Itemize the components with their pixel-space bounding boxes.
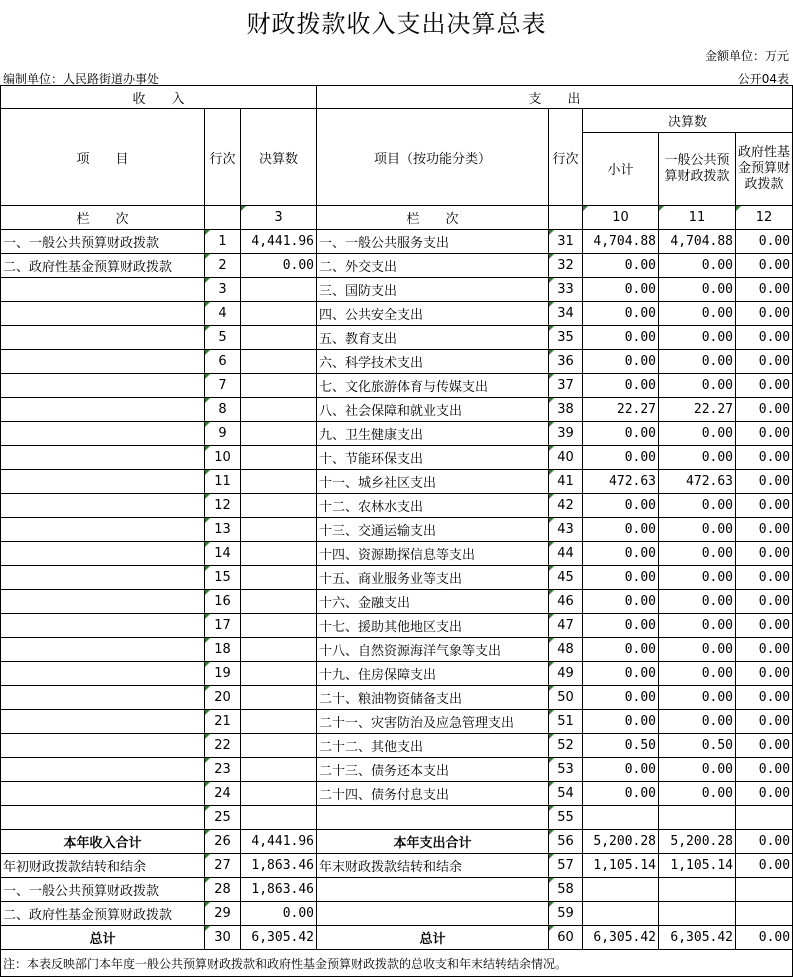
- total-row: [1, 902, 793, 926]
- income-item: [1, 374, 205, 398]
- expense-subtotal: 0.00: [583, 494, 659, 518]
- expense-item: [317, 878, 549, 902]
- expense-gov-fund: 0.00: [736, 518, 793, 542]
- expense-gov-fund: 0.00: [736, 758, 793, 782]
- expense-general-budget: 0.00: [659, 638, 736, 662]
- column-label: 栏 次: [317, 206, 549, 230]
- income-item: [1, 470, 205, 494]
- table-row: [1, 590, 793, 614]
- blank-cell: [205, 206, 241, 230]
- income-amount: [241, 614, 317, 638]
- table-row: [1, 710, 793, 734]
- income-amount: [241, 398, 317, 422]
- expense-gov-fund: [736, 902, 793, 926]
- income-amount: [241, 710, 317, 734]
- income-item: [1, 494, 205, 518]
- expense-gov-fund: 0.00: [736, 422, 793, 446]
- income-amount: [241, 326, 317, 350]
- expense-subtotal: 472.63: [583, 470, 659, 494]
- income-row-no: 3: [205, 278, 241, 302]
- income-item: [1, 422, 205, 446]
- expense-general-budget: 0.00: [659, 422, 736, 446]
- income-amount-header: 决算数: [241, 109, 317, 206]
- expense-row-no: 47: [549, 614, 583, 638]
- column-number: 3: [241, 206, 317, 230]
- income-row-no: 12: [205, 494, 241, 518]
- expense-subtotal: 0.00: [583, 326, 659, 350]
- table-row: [1, 350, 793, 374]
- expense-subtotal: 22.27: [583, 398, 659, 422]
- expense-general-budget: 5,200.28: [659, 830, 736, 854]
- table-row: [1, 398, 793, 422]
- expense-general-budget: 6,305.42: [659, 926, 736, 950]
- income-row-no: 1: [205, 230, 241, 254]
- expense-gov-fund: 0.00: [736, 566, 793, 590]
- expense-gov-fund: 0.00: [736, 326, 793, 350]
- final-group-header: 决算数: [583, 109, 793, 133]
- income-row-no: 24: [205, 782, 241, 806]
- income-amount: [241, 662, 317, 686]
- amount-unit: 金额单位：万元: [704, 49, 789, 63]
- general-budget-header: 一般公共预算财政拨款: [659, 132, 736, 205]
- income-item: [1, 638, 205, 662]
- income-item: [1, 734, 205, 758]
- income-amount: [241, 734, 317, 758]
- expense-gov-fund: 0.00: [736, 638, 793, 662]
- table-row: [1, 278, 793, 302]
- income-row-no: 17: [205, 614, 241, 638]
- income-item: [1, 782, 205, 806]
- expense-item: 十二、农林水支出: [317, 494, 549, 518]
- expense-row-no: 40: [549, 446, 583, 470]
- expense-item: 十、节能环保支出: [317, 446, 549, 470]
- income-item: [1, 302, 205, 326]
- expense-subtotal: 4,704.88: [583, 230, 659, 254]
- expense-row-no: 34: [549, 302, 583, 326]
- table-row: [1, 638, 793, 662]
- income-amount: 4,441.96: [241, 830, 317, 854]
- expense-item: 十九、住房保障支出: [317, 662, 549, 686]
- expense-row-no: 58: [549, 878, 583, 902]
- expense-row-no: 56: [549, 830, 583, 854]
- expense-item: 六、科学技术支出: [317, 350, 549, 374]
- income-amount: [241, 422, 317, 446]
- expense-subtotal: 1,105.14: [583, 854, 659, 878]
- income-item: [1, 758, 205, 782]
- expense-row-no: 48: [549, 638, 583, 662]
- expense-row-no: 35: [549, 326, 583, 350]
- expense-row-no: 45: [549, 566, 583, 590]
- expense-gov-fund: 0.00: [736, 398, 793, 422]
- note-row: [1, 950, 793, 977]
- expense-general-budget: [659, 902, 736, 926]
- expense-subtotal: [583, 806, 659, 830]
- income-row-no: 11: [205, 470, 241, 494]
- expense-general-budget: 1,105.14: [659, 854, 736, 878]
- income-item: [1, 566, 205, 590]
- expense-subtotal: 0.00: [583, 782, 659, 806]
- income-item: 年初财政拨款结转和结余: [1, 854, 205, 878]
- expense-item: 本年支出合计: [317, 830, 549, 854]
- income-amount: 1,863.46: [241, 854, 317, 878]
- income-amount: 4,441.96: [241, 230, 317, 254]
- table-row: [1, 782, 793, 806]
- expense-gov-fund: 0.00: [736, 446, 793, 470]
- expense-row-no: 54: [549, 782, 583, 806]
- expense-row-no: 42: [549, 494, 583, 518]
- expense-gov-fund: 0.00: [736, 542, 793, 566]
- income-row-no: 20: [205, 686, 241, 710]
- expense-row-no: 57: [549, 854, 583, 878]
- income-row-no: 19: [205, 662, 241, 686]
- income-amount: 0.00: [241, 254, 317, 278]
- table-row: [1, 806, 793, 830]
- expense-gov-fund: 0.00: [736, 374, 793, 398]
- income-row-no: 9: [205, 422, 241, 446]
- table-row: [1, 686, 793, 710]
- expense-general-budget: 22.27: [659, 398, 736, 422]
- table-row: [1, 374, 793, 398]
- table-row: [1, 254, 793, 278]
- expense-item: 十三、交通运输支出: [317, 518, 549, 542]
- expense-gov-fund: 0.00: [736, 854, 793, 878]
- expense-gov-fund: 0.00: [736, 926, 793, 950]
- table-row: [1, 734, 793, 758]
- income-rowno-header: 行次: [205, 109, 241, 206]
- expense-subtotal: 0.00: [583, 590, 659, 614]
- expense-general-budget: 0.00: [659, 350, 736, 374]
- expense-subtotal: [583, 902, 659, 926]
- expense-item: 七、文化旅游体育与传媒支出: [317, 374, 549, 398]
- income-row-no: 16: [205, 590, 241, 614]
- income-amount: [241, 638, 317, 662]
- expense-subtotal: 6,305.42: [583, 926, 659, 950]
- total-row: [1, 854, 793, 878]
- income-amount: [241, 350, 317, 374]
- expense-gov-fund: 0.00: [736, 614, 793, 638]
- expense-general-budget: 0.00: [659, 494, 736, 518]
- expense-gov-fund: 0.00: [736, 782, 793, 806]
- gov-fund-header: 政府性基金预算财政拨款: [736, 132, 793, 205]
- table-row: [1, 422, 793, 446]
- income-row-no: 5: [205, 326, 241, 350]
- expense-row-no: 52: [549, 734, 583, 758]
- expense-subtotal: [583, 878, 659, 902]
- expense-subtotal: 0.00: [583, 278, 659, 302]
- expense-general-budget: 0.00: [659, 590, 736, 614]
- expense-general-budget: 0.00: [659, 710, 736, 734]
- expense-general-budget: 472.63: [659, 470, 736, 494]
- income-amount: [241, 758, 317, 782]
- income-row-no: 2: [205, 254, 241, 278]
- income-row-no: 18: [205, 638, 241, 662]
- expense-row-no: 33: [549, 278, 583, 302]
- table-code: 公开04表: [737, 72, 789, 86]
- income-row-no: 28: [205, 878, 241, 902]
- table-note: 注：本表反映部门本年度一般公共预算财政拨款和政府性基金预算财政拨款的总收支和年末结转结余情况。: [1, 950, 793, 977]
- table-row: [1, 494, 793, 518]
- income-item: [1, 686, 205, 710]
- income-row-no: 25: [205, 806, 241, 830]
- expense-gov-fund: 0.00: [736, 590, 793, 614]
- expense-item-header: 项目（按功能分类）: [317, 109, 549, 206]
- expense-general-budget: 0.00: [659, 614, 736, 638]
- income-item: [1, 446, 205, 470]
- expense-row-no: 38: [549, 398, 583, 422]
- table-row: [1, 758, 793, 782]
- expense-subtotal: 0.00: [583, 710, 659, 734]
- income-item: [1, 710, 205, 734]
- income-amount: [241, 566, 317, 590]
- income-item: [1, 278, 205, 302]
- table-row: [1, 518, 793, 542]
- income-row-no: 22: [205, 734, 241, 758]
- table-row: [1, 470, 793, 494]
- income-item: [1, 518, 205, 542]
- expense-gov-fund: 0.00: [736, 230, 793, 254]
- income-amount: [241, 494, 317, 518]
- expense-general-budget: 0.00: [659, 374, 736, 398]
- table-row: [1, 326, 793, 350]
- income-item: [1, 398, 205, 422]
- expense-subtotal: 0.00: [583, 302, 659, 326]
- expense-row-no: 50: [549, 686, 583, 710]
- income-item: 一、一般公共预算财政拨款: [1, 878, 205, 902]
- expense-item: 十六、金融支出: [317, 590, 549, 614]
- expense-gov-fund: 0.00: [736, 278, 793, 302]
- expense-item: 二十三、债务还本支出: [317, 758, 549, 782]
- expense-subtotal: 0.00: [583, 374, 659, 398]
- expense-subtotal: 0.00: [583, 254, 659, 278]
- income-amount: 6,305.42: [241, 926, 317, 950]
- expense-general-budget: 0.00: [659, 326, 736, 350]
- total-row: [1, 878, 793, 902]
- compiling-unit: 编制单位：人民路街道办事处: [3, 72, 160, 86]
- income-amount: [241, 518, 317, 542]
- income-item: 二、政府性基金预算财政拨款: [1, 254, 205, 278]
- income-amount: [241, 302, 317, 326]
- expense-subtotal: 5,200.28: [583, 830, 659, 854]
- expense-gov-fund: 0.00: [736, 350, 793, 374]
- income-row-no: 14: [205, 542, 241, 566]
- expense-row-no: 39: [549, 422, 583, 446]
- expense-subtotal: 0.50: [583, 734, 659, 758]
- total-row: [1, 830, 793, 854]
- expense-gov-fund: [736, 878, 793, 902]
- expense-row-no: 46: [549, 590, 583, 614]
- expense-general-budget: 0.00: [659, 782, 736, 806]
- expense-item: 一、一般公共服务支出: [317, 230, 549, 254]
- column-number: 12: [736, 206, 793, 230]
- income-row-no: 13: [205, 518, 241, 542]
- expense-subtotal: 0.00: [583, 518, 659, 542]
- expense-header: 支 出: [317, 86, 793, 109]
- expense-gov-fund: 0.00: [736, 494, 793, 518]
- expense-general-budget: 0.00: [659, 278, 736, 302]
- expense-item: 年末财政拨款结转和结余: [317, 854, 549, 878]
- income-item: [1, 590, 205, 614]
- income-amount: [241, 686, 317, 710]
- expense-row-no: 59: [549, 902, 583, 926]
- income-amount: [241, 278, 317, 302]
- expense-general-budget: [659, 878, 736, 902]
- income-amount: [241, 446, 317, 470]
- expense-subtotal: 0.00: [583, 446, 659, 470]
- expense-item: 二十二、其他支出: [317, 734, 549, 758]
- column-number: 11: [659, 206, 736, 230]
- expense-item: [317, 902, 549, 926]
- expense-subtotal: 0.00: [583, 422, 659, 446]
- expense-gov-fund: 0.00: [736, 254, 793, 278]
- income-row-no: 10: [205, 446, 241, 470]
- expense-row-no: 43: [549, 518, 583, 542]
- income-item: 本年收入合计: [1, 830, 205, 854]
- income-item: [1, 326, 205, 350]
- income-item: 总计: [1, 926, 205, 950]
- income-item: 二、政府性基金预算财政拨款: [1, 902, 205, 926]
- income-row-no: 4: [205, 302, 241, 326]
- column-label: 栏 次: [1, 206, 205, 230]
- expense-gov-fund: 0.00: [736, 662, 793, 686]
- income-row-no: 6: [205, 350, 241, 374]
- expense-subtotal: 0.00: [583, 686, 659, 710]
- expense-item: 十五、商业服务业等支出: [317, 566, 549, 590]
- expense-general-budget: 0.00: [659, 758, 736, 782]
- expense-general-budget: 0.00: [659, 302, 736, 326]
- income-item: 一、一般公共预算财政拨款: [1, 230, 205, 254]
- expense-row-no: 41: [549, 470, 583, 494]
- expense-item: 五、教育支出: [317, 326, 549, 350]
- income-item-header: 项 目: [1, 109, 205, 206]
- expense-row-no: 31: [549, 230, 583, 254]
- expense-subtotal: 0.00: [583, 350, 659, 374]
- income-amount: [241, 470, 317, 494]
- expense-subtotal: 0.00: [583, 566, 659, 590]
- income-row-no: 15: [205, 566, 241, 590]
- income-item: [1, 614, 205, 638]
- expense-row-no: 32: [549, 254, 583, 278]
- income-row-no: 29: [205, 902, 241, 926]
- total-row: [1, 926, 793, 950]
- expense-subtotal: 0.00: [583, 758, 659, 782]
- expense-subtotal: 0.00: [583, 662, 659, 686]
- income-row-no: 7: [205, 374, 241, 398]
- expense-gov-fund: [736, 806, 793, 830]
- expense-item: 二、外交支出: [317, 254, 549, 278]
- expense-item: 二十一、灾害防治及应急管理支出: [317, 710, 549, 734]
- expense-row-no: 36: [549, 350, 583, 374]
- expense-item: 十一、城乡社区支出: [317, 470, 549, 494]
- table-row: [1, 230, 793, 254]
- expense-subtotal: 0.00: [583, 542, 659, 566]
- expense-item: 十七、援助其他地区支出: [317, 614, 549, 638]
- income-amount: [241, 782, 317, 806]
- expense-item: 九、卫生健康支出: [317, 422, 549, 446]
- table-row: [1, 662, 793, 686]
- report-title: 财政拨款收入支出决算总表: [246, 10, 547, 38]
- expense-general-budget: 0.00: [659, 566, 736, 590]
- expense-subtotal: 0.00: [583, 638, 659, 662]
- expense-general-budget: 0.50: [659, 734, 736, 758]
- expense-row-no: 51: [549, 710, 583, 734]
- expense-general-budget: 0.00: [659, 518, 736, 542]
- expense-item: 总计: [317, 926, 549, 950]
- expense-gov-fund: 0.00: [736, 302, 793, 326]
- expense-item: 十八、自然资源海洋气象等支出: [317, 638, 549, 662]
- expense-gov-fund: 0.00: [736, 710, 793, 734]
- expense-row-no: 55: [549, 806, 583, 830]
- expense-general-budget: 4,704.88: [659, 230, 736, 254]
- expense-general-budget: 0.00: [659, 686, 736, 710]
- expense-rowno-header: 行次: [549, 109, 583, 206]
- expense-row-no: 44: [549, 542, 583, 566]
- expense-gov-fund: 0.00: [736, 686, 793, 710]
- expense-general-budget: 0.00: [659, 254, 736, 278]
- income-row-no: 21: [205, 710, 241, 734]
- income-amount: [241, 590, 317, 614]
- income-amount: [241, 806, 317, 830]
- table-row: [1, 566, 793, 590]
- income-amount: 0.00: [241, 902, 317, 926]
- expense-general-budget: 0.00: [659, 446, 736, 470]
- expense-subtotal: 0.00: [583, 614, 659, 638]
- column-number: 10: [583, 206, 659, 230]
- expense-general-budget: 0.00: [659, 662, 736, 686]
- income-header: 收 入: [1, 86, 317, 109]
- income-amount: [241, 542, 317, 566]
- expense-general-budget: 0.00: [659, 542, 736, 566]
- table-row: [1, 614, 793, 638]
- expense-item: [317, 806, 549, 830]
- income-amount: 1,863.46: [241, 878, 317, 902]
- income-item: [1, 350, 205, 374]
- income-row-no: 30: [205, 926, 241, 950]
- expense-item: 四、公共安全支出: [317, 302, 549, 326]
- expense-item: 二十四、债务付息支出: [317, 782, 549, 806]
- income-item: [1, 662, 205, 686]
- income-item: [1, 542, 205, 566]
- fiscal-summary-table: [0, 85, 793, 977]
- expense-item: 二十、粮油物资储备支出: [317, 686, 549, 710]
- expense-item: 三、国防支出: [317, 278, 549, 302]
- income-item: [1, 806, 205, 830]
- expense-gov-fund: 0.00: [736, 734, 793, 758]
- expense-general-budget: [659, 806, 736, 830]
- expense-row-no: 60: [549, 926, 583, 950]
- expense-row-no: 53: [549, 758, 583, 782]
- income-row-no: 8: [205, 398, 241, 422]
- expense-item: 八、社会保障和就业支出: [317, 398, 549, 422]
- subtotal-header: 小计: [583, 132, 659, 205]
- table-row: [1, 302, 793, 326]
- table-row: [1, 446, 793, 470]
- table-row: [1, 542, 793, 566]
- income-amount: [241, 374, 317, 398]
- income-row-no: 27: [205, 854, 241, 878]
- expense-item: 十四、资源勘探信息等支出: [317, 542, 549, 566]
- income-row-no: 23: [205, 758, 241, 782]
- blank-cell: [549, 206, 583, 230]
- expense-row-no: 49: [549, 662, 583, 686]
- expense-row-no: 37: [549, 374, 583, 398]
- expense-gov-fund: 0.00: [736, 830, 793, 854]
- expense-gov-fund: 0.00: [736, 470, 793, 494]
- income-row-no: 26: [205, 830, 241, 854]
